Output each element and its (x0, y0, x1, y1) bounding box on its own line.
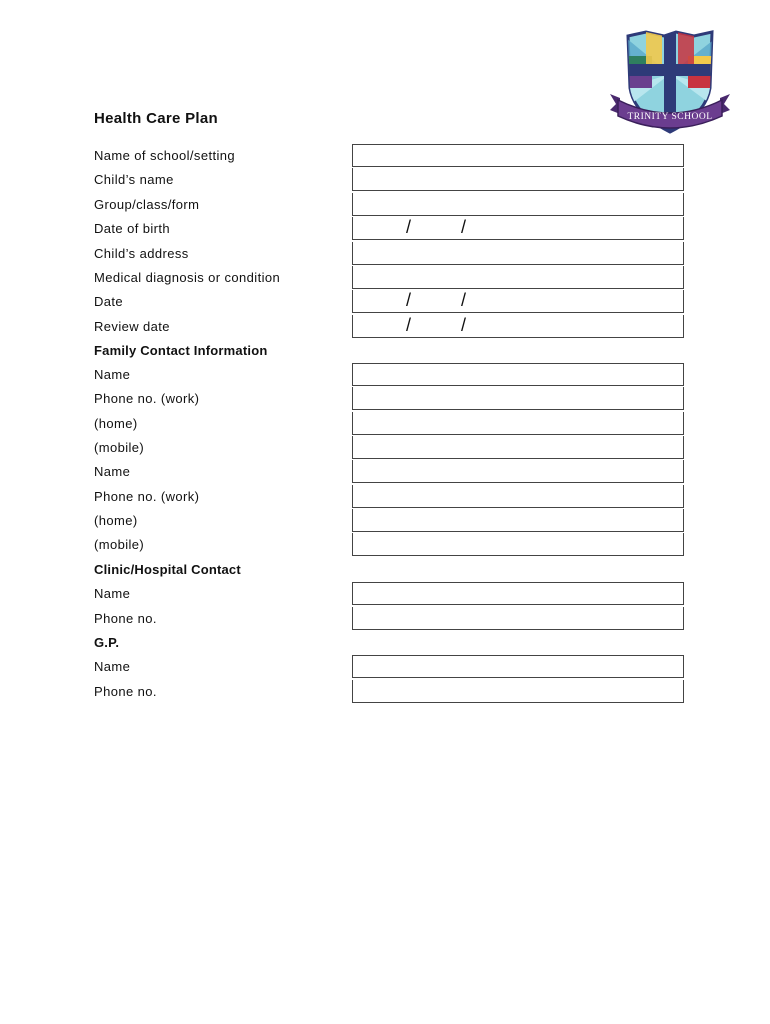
text-input[interactable] (352, 266, 684, 289)
field-label: Review date (94, 318, 170, 334)
field-label: (home) (94, 415, 138, 431)
form-row (94, 315, 694, 339)
form-row (94, 242, 694, 266)
family-contact-heading: Family Contact Information (94, 343, 268, 358)
text-input[interactable] (352, 607, 684, 630)
form-row (94, 460, 694, 484)
text-input[interactable] (352, 144, 684, 167)
date-separator: / (406, 314, 412, 335)
text-input[interactable] (352, 509, 684, 532)
gp-contact-heading: G.P. (94, 635, 120, 650)
form-row (94, 387, 694, 411)
form-row (94, 485, 694, 509)
clinic-contact-heading: Clinic/Hospital Contact (94, 562, 241, 577)
form-row (94, 266, 694, 290)
field-label: Name (94, 659, 131, 674)
text-input[interactable] (352, 412, 684, 435)
field-label: Date (94, 294, 124, 310)
text-input[interactable] (352, 436, 684, 459)
field-label: Name (94, 464, 131, 480)
date-separator: / (461, 314, 467, 335)
field-label: Medical diagnosis or condition (94, 270, 281, 285)
field-label: Child’s address (94, 245, 189, 261)
field-label: Phone no. (work) (94, 488, 200, 504)
date-input[interactable] (352, 315, 684, 338)
text-input[interactable] (352, 485, 684, 508)
form-row (94, 582, 694, 606)
field-label: (home) (94, 512, 138, 528)
form-row (94, 168, 694, 192)
date-separator: / (461, 217, 467, 238)
field-label: Phone no. (work) (94, 391, 200, 407)
logo-text: TRINITY SCHOOL (627, 112, 713, 122)
form-row (94, 144, 694, 168)
date-input[interactable] (352, 290, 684, 313)
field-label: Group/class/form (94, 196, 200, 212)
field-label: Phone no. (94, 610, 157, 626)
form-row (94, 193, 694, 217)
text-input[interactable] (352, 582, 684, 605)
text-input[interactable] (352, 460, 684, 483)
text-input[interactable] (352, 387, 684, 410)
form-row (94, 607, 694, 631)
page-title: Health Care Plan (94, 110, 219, 127)
date-separator: / (406, 290, 412, 311)
text-input[interactable] (352, 363, 684, 386)
form-row (94, 655, 694, 679)
form-row (94, 217, 694, 241)
date-separator: / (461, 290, 467, 311)
form-row (94, 533, 694, 557)
text-input[interactable] (352, 680, 684, 703)
field-label: Name (94, 586, 131, 601)
text-input[interactable] (352, 655, 684, 678)
form-row (94, 509, 694, 533)
text-input[interactable] (352, 242, 684, 265)
field-label: Name of school/setting (94, 148, 236, 163)
field-label: (mobile) (94, 439, 145, 455)
text-input[interactable] (352, 168, 684, 191)
date-input[interactable] (352, 217, 684, 240)
field-label: (mobile) (94, 537, 145, 553)
trinity-school-logo (606, 28, 734, 138)
form-row (94, 436, 694, 460)
form-row (94, 680, 694, 704)
date-separator: / (406, 217, 412, 238)
field-label: Phone no. (94, 683, 157, 699)
field-label: Name (94, 367, 131, 382)
form-row (94, 290, 694, 314)
text-input[interactable] (352, 193, 684, 216)
text-input[interactable] (352, 533, 684, 556)
form-row (94, 363, 694, 387)
field-label: Child’s name (94, 172, 174, 188)
form-row (94, 412, 694, 436)
field-label: Date of birth (94, 221, 171, 237)
